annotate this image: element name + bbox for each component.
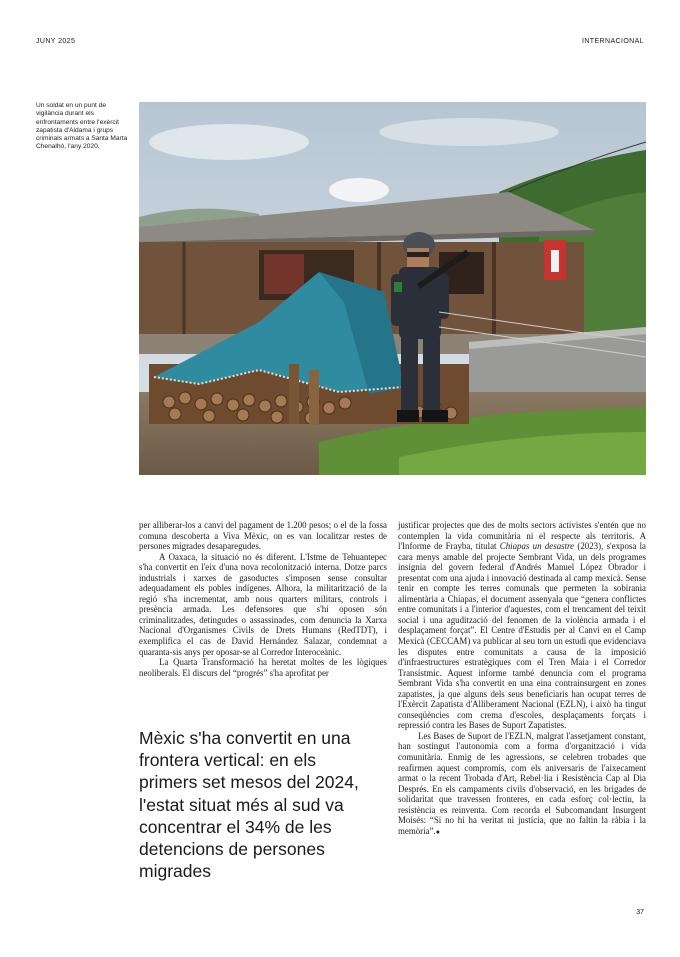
text-run: (2023), s'exposa la cara menys amable del projecte Sembrant Vida, un dels programes insígnia del govern federal d'Andrés Manuel López Obrador i presentat com una ajuda i innovació destinada al camp mexicà. Sense tenir en compte les terres comunals que permeten la sobirania alimentària a Chiapas, el document assenyala que “genera conflictes entre comunitats i a l'interior d'aquestes, com el trencament del teixit social i una agudització del fenomen de la violència armada i el desplaçament forçat”. El Centre d'Estudis per al Canvi en el Camp Mexicà (CECCAM) va publicar al seu torn un estudi que evidenciava les disputes entre comunitats a causa de la imposició d'infraestructures estratègiques com el Tren Maia i el Corredor Transístmic. Aquest informe també denuncia com el programa Sembrant Vida s'ha convertit en una eina contrainsurgent en zones zapatistes, ja que alguns dels seus beneficiaris han ocupat terres de l'Exèrcit Zapatista d'Alliberament Nacional (EZLN), i això ha tingut conseqüències com crema d'escoles, desplaçaments forçats i repressió contra les Bases de Suport Zapatistes. <box>398 541 646 731</box>
article-column-1 <box>139 520 387 678</box>
paragraph: per alliberar-los a canvi del pagament de 1.200 pesos; o el de la fossa comuna descoberta a Viva Mèxic, on es van localitzar restes de persones migrades desaparegudes. <box>139 520 387 552</box>
section-name: INTERNACIONAL <box>582 38 644 45</box>
text-run: Les Bases de Suport de l'EZLN, malgrat l'assetjament constant, han sostingut l'autonomia com a forma d'organització i vida comunitària. Enmig de les agressions, se celebren trobades que reafirmen aquest compromís, com els aniversaris de l'aixecament armat o la recent Trobada d'Art, Rebel·lia i Resistència Cap al Dia Després. En els campaments civils d'observació, en les brigades de solidaritat que travessen fronteres, en cada esforç col·lectiu, la resistència es reinventa. Com recorda el Subcomandant Insurgent Moisés: “Si no hi ha veritat ni justícia, que no faltin la ràbia i la memòria”. <box>398 730 646 836</box>
photo-caption: Un soldat en un punt de vigilància durant els enfrontaments entre l'exèrcit zapatista d'Aldama i grups criminals armats a Santa Marta Chenalhó, l'any 2020. <box>36 102 128 151</box>
report-title: Chiapas un desastre <box>499 541 575 552</box>
paragraph: A Oaxaca, la situació no és diferent. L'Istme de Tehuantepec s'ha convertit en l'eix d'una nova recolonització interna. Dotze parcs industrials i xarxes de gasoductes s'imposen sense consultar adequadament els pobles indígenes. Alhora, la militarització de la regió s'ha incrementat, amb nous quarters militars, controls i presència armada. Les defensores que s'hi oposen són criminalitzades, detingudes o assassinades, com denuncia la Xarxa Nacional d'Organismes Civils de Drets Humans (RedTDT), i exemplifica el cas de David Hernández Salazar, condemnat a quaranta-sis anys per oposar-se al Corredor Interoceànic. <box>139 551 387 657</box>
photo-illustration <box>139 102 646 475</box>
photo-soldier-guard <box>139 102 646 475</box>
page-number: 37 <box>636 909 644 916</box>
paragraph <box>398 731 646 837</box>
issue-date: JUNY 2025 <box>36 38 76 45</box>
paragraph <box>398 520 646 731</box>
text-run: justificar projectes que des de molts sectors activistes s'entén que no contemplen la vida comunitària ni el respecte als territoris. A l'Informe de Frayba, titulat <box>398 520 646 552</box>
article-column-2 <box>398 520 646 837</box>
end-of-article-mark: ● <box>435 827 440 836</box>
pull-quote: Mèxic s'ha convertit en una frontera vertical: en els primers set mesos del 2024, l'estat situat més al sud va concentrar el 34% de les detencions de persones migrades <box>139 728 359 882</box>
paragraph: La Quarta Transformació ha heretat moltes de les lògiques neoliberals. El discurs del “progrés” s'ha aprofitat per <box>139 657 387 678</box>
